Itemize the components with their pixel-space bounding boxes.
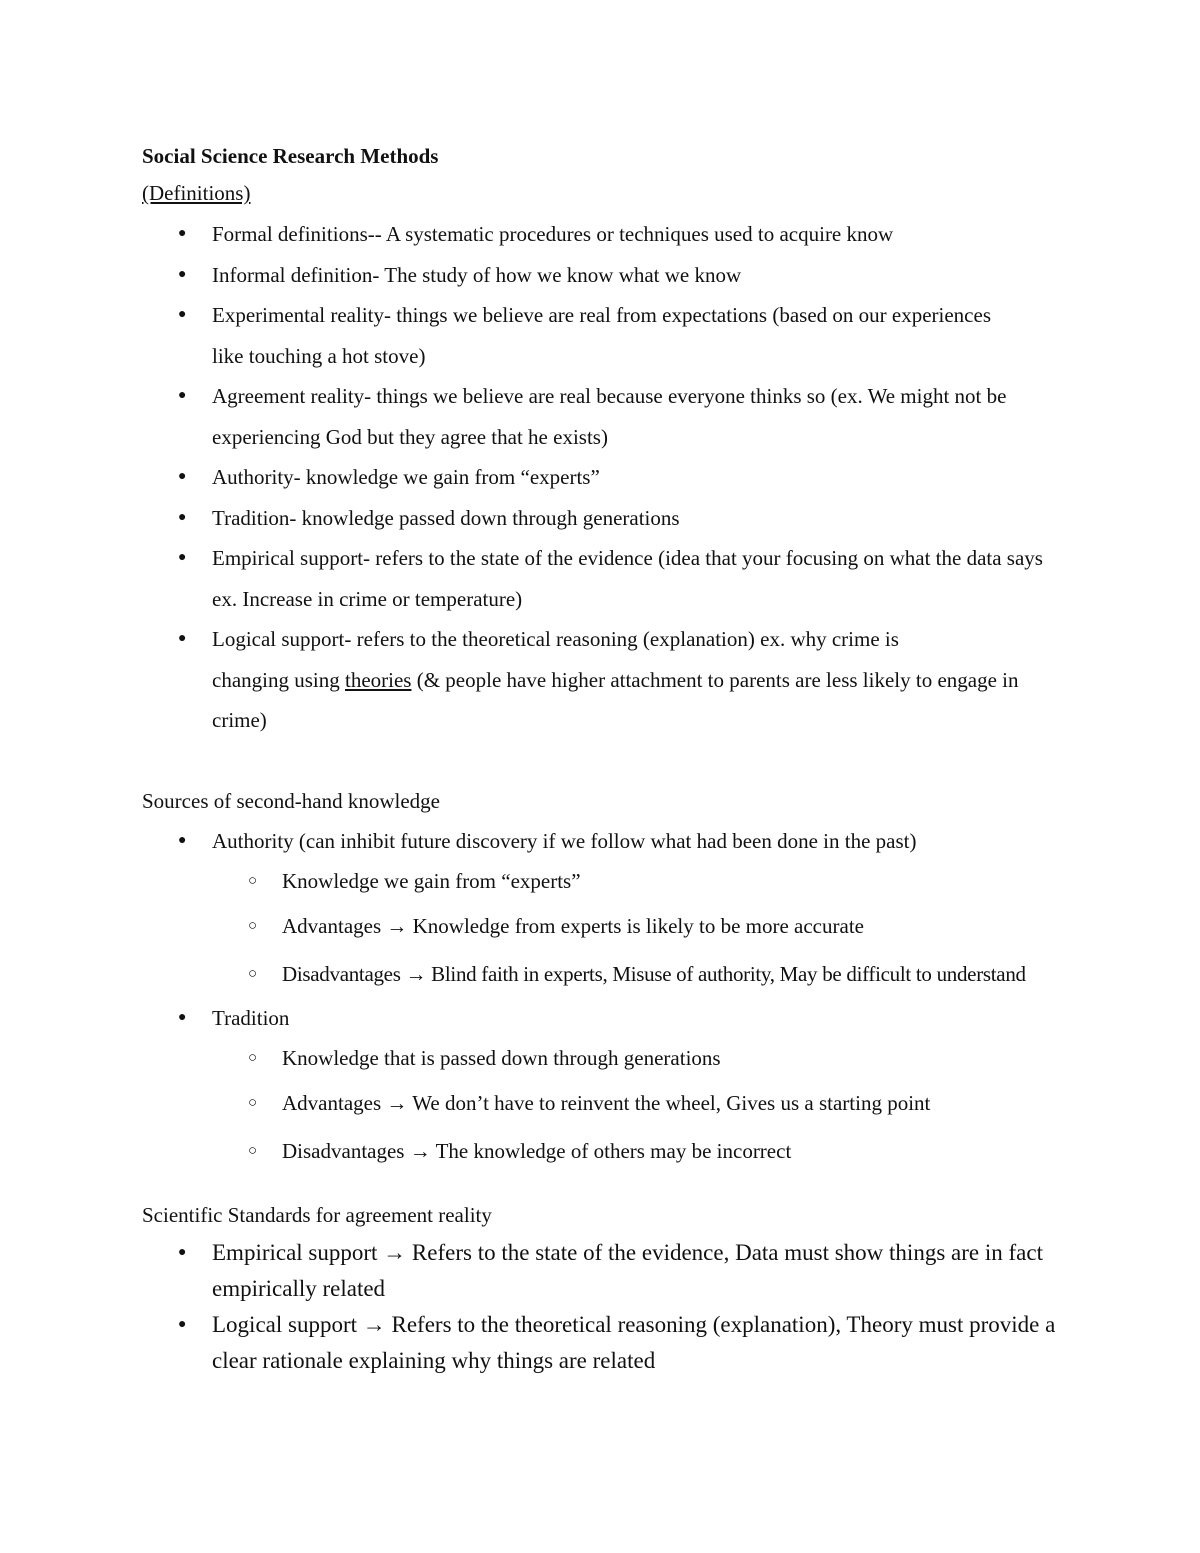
- scientific-list: [142, 1235, 1072, 1379]
- bullet-icon: ●: [178, 631, 187, 646]
- list-item: ● Tradition ○ Knowledge that is passed down through generations ○ Advantages → We don’t have to reinvent the wheel, Gives us a starting point ○ Disadvantages → The knowledge of others may be incorrect: [212, 998, 1182, 1175]
- list-item: ● Logical support- refers to the theoretical reasoning (explanation) ex. why crime is changing using theories (& people have higher attachment to parents are less likely to engage in crime): [212, 619, 1042, 741]
- list-item: ● Empirical support → Refers to the state of the evidence, Data must show things are in fact empirically related: [212, 1235, 1072, 1307]
- bullet-circle-icon: ○: [248, 965, 258, 982]
- bullet-icon: ●: [178, 1316, 187, 1332]
- list-item: ○ Knowledge that is passed down through generations: [282, 1038, 1182, 1079]
- bullet-circle-icon: ○: [248, 873, 258, 889]
- list-item: ● Tradition- knowledge passed down through generations: [212, 498, 1092, 539]
- list-item: ○ Advantages → We don’t have to reinvent the wheel, Gives us a starting point: [282, 1079, 1182, 1127]
- bullet-circle-icon: ○: [248, 917, 258, 934]
- bullet-icon: ●: [178, 388, 187, 403]
- list-item: ○ Knowledge we gain from “experts”: [282, 861, 1182, 902]
- list-item: ● Informal definition- The study of how we know what we know: [212, 255, 1092, 296]
- bullet-circle-icon: ○: [248, 1094, 258, 1111]
- list-item: ● Empirical support- refers to the state of the evidence (idea that your focusing on what the data says ex. Increase in crime or temperature): [212, 538, 1062, 619]
- definitions-list: [142, 214, 1092, 741]
- document-page: [142, 138, 1182, 1379]
- list-item: ● Authority- knowledge we gain from “experts”: [212, 457, 1092, 498]
- secondhand-heading: Sources of second-hand knowledge: [142, 788, 440, 813]
- bullet-icon: ●: [178, 550, 187, 565]
- list-item: ○ Disadvantages → Blind faith in experts, Misuse of authority, May be difficult to understand: [282, 950, 1182, 998]
- bullet-icon: ●: [178, 266, 187, 282]
- theories-link-text: theories: [344, 667, 412, 692]
- bullet-icon: ●: [178, 832, 187, 848]
- scientific-heading: Scientific Standards for agreement reality: [142, 1202, 492, 1227]
- bullet-icon: ●: [178, 226, 187, 241]
- bullet-circle-icon: ○: [248, 1050, 258, 1066]
- list-item: ● Logical support → Refers to the theoretical reasoning (explanation), Theory must provide a clear rationale explaining why things are related: [212, 1307, 1072, 1379]
- list-item: ● Experimental reality- things we believe are real from expectations (based on our experiences like touching a hot stove): [212, 295, 992, 376]
- secondhand-list: [142, 821, 1182, 1175]
- bullet-icon: ●: [178, 469, 187, 484]
- tradition-sublist: [212, 1038, 1182, 1175]
- bullet-icon: ●: [178, 1244, 187, 1260]
- bullet-circle-icon: ○: [248, 1142, 258, 1159]
- list-item: ● Formal definitions-- A systematic procedures or techniques used to acquire know: [212, 214, 1092, 255]
- bullet-icon: ●: [178, 307, 187, 322]
- authority-sublist: [212, 861, 1182, 998]
- bullet-icon: ●: [178, 509, 187, 525]
- list-item: ● Agreement reality- things we believe are real because everyone thinks so (ex. We might not be experiencing God but they agree that he exists): [212, 376, 1052, 457]
- definitions-label: (Definitions): [142, 181, 251, 205]
- document-title: Social Science Research Methods: [142, 144, 439, 168]
- list-item: ○ Advantages → Knowledge from experts is likely to be more accurate: [282, 902, 1182, 950]
- list-item: ○ Disadvantages → The knowledge of others may be incorrect: [282, 1127, 1182, 1175]
- list-item: ● Authority (can inhibit future discovery if we follow what had been done in the past) ○ Knowledge we gain from “experts” ○ Advantages → Knowledge from experts is likely to be more accurate ○ Disadvantages → Blind faith in experts, Misuse of authority, May be difficult to understand: [212, 821, 1182, 998]
- bullet-icon: ●: [178, 1009, 187, 1025]
